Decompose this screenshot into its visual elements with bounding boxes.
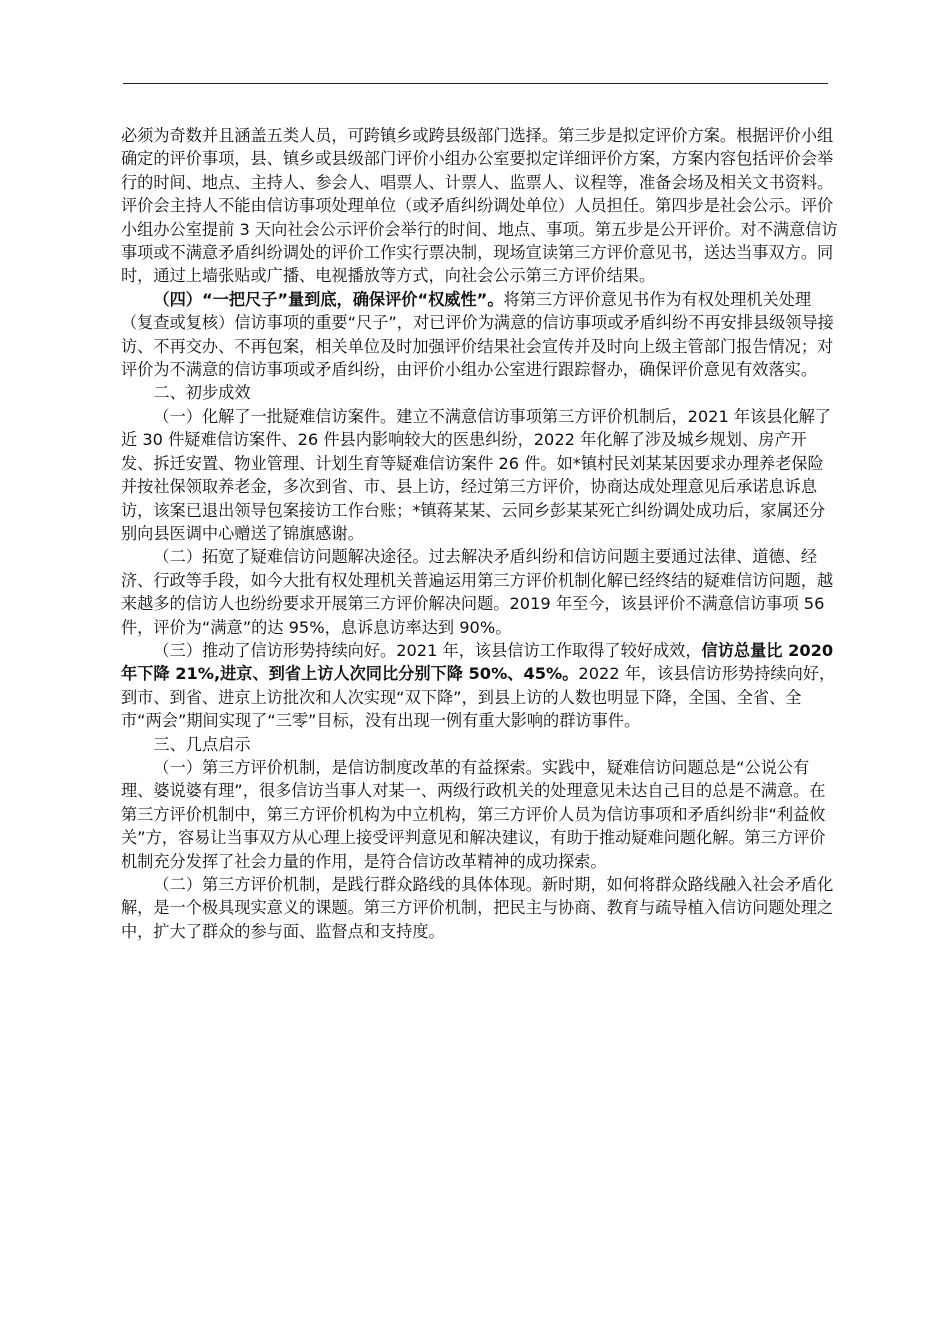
paragraph-text: （一）化解了一批疑难信访案件。建立不满意信访事项第三方评价机制后，2021 年该县化解了近 30 件疑难信访案件、26 件县内影响较大的医患纠纷，2022 年化解了涉及城乡规划、房产开发、拆迁安置、物业管理、计划生育等疑难信访案件 26 件。如*镇村民刘某某因要求办理养老保险并按社保领取养老金，多次到省、市、县上访，经过第三方评价，协商达成处理意见后承诺息诉息访，该案已退出领导包案接访工作台账；*镇蒋某某、云同乡彭某某死亡纠纷调处成功后，家属还分别向县医调中心赠送了锦旗感谢。 [121,406,832,543]
header-rule [123,83,828,84]
paragraph-text: （二）第三方评价机制，是践行群众路线的具体体现。新时期，如何将群众路线融入社会矛盾化解，是一个极具现实意义的课题。第三方评价机制，把民主与协商、教育与疏导植入信访问题处理之中，扩大了群众的参与面、监督点和支持度。 [121,875,834,941]
section-heading-text: 三、几点启示 [153,734,251,754]
paragraph [121,639,839,733]
paragraph-text: 必须为奇数并且涵盖五类人员，可跨镇乡或跨县级部门选择。第三步是拟定评价方案。根据评价小组确定的评价事项，县、镇乡或县级部门评价小组办公室要拟定详细评价方案，方案内容包括评价会举行的时间、地点、主持人、参会人、唱票人、计票人、监票人、议程等，准备会场及相关文书资料。评价会主持人不能由信访事项处理单位（或矛盾纠纷调处单位）人员担任。第四步是社会公示。评价小组办公室提前 3 天向社会公示评价会举行的时间、地点、事项。第五步是公开评价。对不满意信访事项或不满意矛盾纠纷调处的评价工作实行票决制，现场宣读第三方评价意见书，送达当事双方。同时，通过上墙张贴或广播、电视播放等方式，向社会公示第三方评价结果。 [121,126,838,286]
paragraph [121,873,839,943]
paragraph [121,288,839,382]
paragraph [121,545,839,639]
paragraph-text: 2022 年，该县信访形势持续向好，到市、到省、进京上访批次和人次实现“双下降”，到县上访的人数也明显下降，全国、全省、全市“两会”期间实现了“三零”目标，没有出现一例有重大影响的群访事件。 [121,664,836,731]
paragraph-heading-bold: （四）“一把尺子”量到底，确保评价“权威性”。 [153,289,504,309]
paragraph [121,756,839,873]
document-body [121,124,839,943]
paragraph-text: （二）拓宽了疑难信访问题解决途径。过去解决矛盾纠纷和信访问题主要通过法律、道德、经济、行政等手段，如今大批有权处理机关普遍运用第三方评价机制化解已经终结的疑难信访问题，越来越多的信访人也纷纷要求开展第三方评价解决问题。2019 年至今，该县评价不满意信访事项 56 件，评价为“满意”的达 95%，息诉息访率达到 90%。 [121,547,834,637]
paragraph-text-bold: 信访总量比 2020 年下降 21%,进京、到省上访人次同比分别下降 50%、45%。 [121,640,834,684]
paragraph-text: 将第三方评价意见书作为有权处理机关处理（复查或复核）信访事项的重要“尺子”，对已评价为满意的信访事项或矛盾纠纷不再安排县级领导接访、不再交办、不再包案，相关单位及时加强评价结果社会宣传并及时向上级主管部门报告情况；对评价为不满意的信访事项或矛盾纠纷，由评价小组办公室进行跟踪督办，确保评价意见有效落实。 [121,289,834,380]
section-heading-text: 二、初步成效 [153,383,251,403]
section-heading [121,381,839,404]
paragraph [121,405,839,545]
paragraph-text: （一）第三方评价机制，是信访制度改革的有益探索。实践中，疑难信访问题总是“公说公有理、婆说婆有理”，很多信访当事人对某一、两级行政机关的处理意见未达自己目的总是不满意。在第三方评价机制中，第三方评价机构为中立机构，第三方评价人员为信访事项和矛盾纠纷非“利益攸关”方，容易让当事双方从心理上接受评判意见和解决建议，有助于推动疑难问题化解。第三方评价机制充分发挥了社会力量的作用，是符合信访改革精神的成功探索。 [121,757,826,871]
paragraph [121,124,839,288]
paragraph-text: （三）推动了信访形势持续向好。2021 年，该县信访工作取得了较好成效， [153,640,702,660]
section-heading [121,733,839,756]
